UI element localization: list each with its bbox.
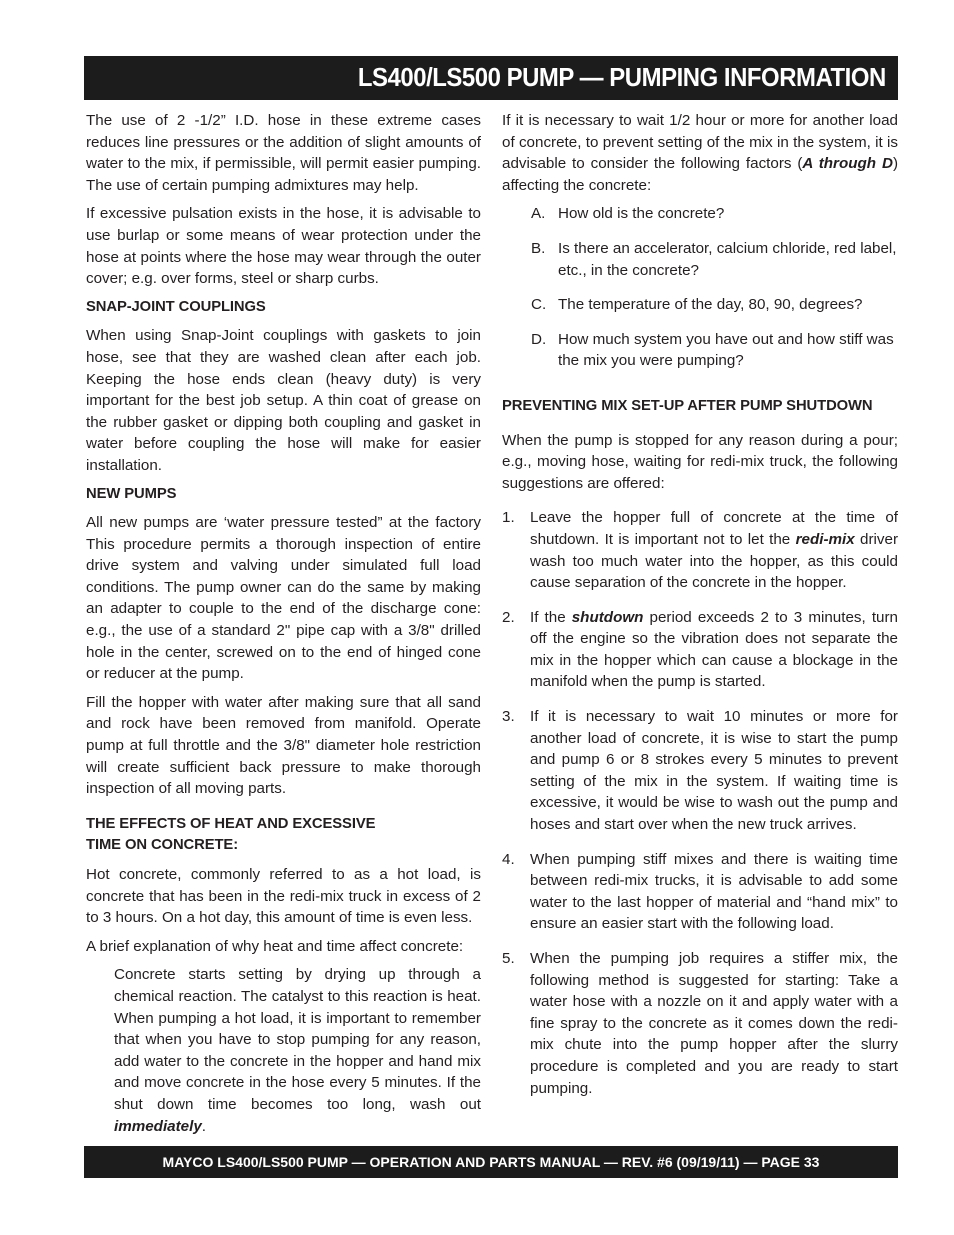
factor-item — [502, 203, 898, 225]
factor-item — [502, 329, 898, 372]
shutdown-step — [502, 607, 898, 693]
heat-effects-heading-line2: TIME ON CONCRETE: — [86, 837, 239, 854]
hose-size-paragraph: The use of 2 -1/2” I.D. hose in these extreme cases reduces line pressures or the addition of slight amounts of water to the mix, if permissible, will permit easier pumping. The use of certain pumping admixtures may help. — [86, 112, 481, 194]
factor-text: The temperature of the day, 80, 90, degrees? — [558, 296, 863, 314]
step-text: When pumping stiff mixes and there is waiting time between redi-mix trucks, it is advisable to add some water to the last hopper of material and “hand mix” to ensure an easier start with the following load. — [530, 850, 898, 933]
right-column — [502, 110, 898, 1112]
step-text-part: If the — [530, 608, 572, 626]
page-header-bar — [84, 56, 898, 100]
step-number: 3. — [502, 708, 515, 726]
new-pumps-heading: NEW PUMPS — [86, 485, 177, 502]
wait-factors-paragraph — [502, 110, 898, 196]
factor-label: A. — [531, 205, 546, 223]
snap-joint-heading: SNAP-JOINT COUPLINGS — [86, 298, 266, 315]
setting-explanation-text: Concrete starts setting by drying up through a chemical reaction. The catalyst to this reaction is heat. When pumping a hot load, it is important to remember that when you have to stop pumping for any reason, add water to the concrete in the hopper and hand mix and move concrete in the hose every 5 minutes. If the shut down time becomes too long, wash out — [114, 966, 481, 1113]
factor-text: Is there an accelerator, calcium chloride, red label, etc., in the concrete? — [558, 239, 897, 279]
emphasis-shutdown: shutdown — [571, 608, 644, 626]
page-title: LS400/LS500 PUMP — PUMPING INFORMATION — [358, 62, 886, 92]
footer-text: MAYCO LS400/LS500 PUMP — OPERATION AND PARTS MANUAL — REV. #6 (09/19/11) — PAGE 33 — [162, 1154, 820, 1170]
step-text-part: Leave the hopper full of concrete at the time of shutdown. It is important not to let the — [530, 509, 898, 548]
wait-factors-text: If it is necessary to wait 1/2 hour or more for another load of concrete, to prevent setting of the mix in the system, it is advisable to consider the following factors ( — [502, 112, 898, 173]
step-number: 4. — [502, 850, 515, 868]
factor-text: How much system you have out and how stiff was the mix you were pumping? — [558, 330, 894, 370]
factor-item — [502, 238, 898, 281]
page-footer-bar — [84, 1146, 898, 1178]
step-text-part: driver wash too much water into the hopper, as this could cause separation of the concrete in the hopper. — [530, 530, 899, 592]
setting-explanation-end: . — [201, 1117, 207, 1135]
step-text-part: period exceeds 2 to 3 minutes, turn off the engine so the vibration does not separate the mix in the hopper which can cause a blockage in the manifold when the pump is started. — [530, 608, 898, 691]
factor-item — [502, 294, 898, 316]
factor-label: D. — [531, 330, 547, 348]
emphasis-a-through-d: A through D — [802, 155, 893, 173]
shutdown-step — [502, 849, 898, 935]
step-text — [530, 607, 898, 693]
snap-joint-paragraph: When using Snap-Joint couplings with gaskets to join hose, see that they are washed clean after each job. Keeping the hose ends clean (heavy duty) is very important for the best job setup. A thin coat of grease on the rubber gasket or dipping both coupling and gasket in water before coupling the hose will make for easier installation. — [86, 327, 481, 474]
setting-explanation-paragraph — [114, 964, 481, 1137]
step-text — [530, 507, 898, 593]
pulsation-paragraph: If excessive pulsation exists in the hose, it is advisable to use burlap or some means of wear protection under the hose at points where the hose may wear through the outer cover; e.g. over forms, steel or sharp curbs. — [86, 205, 481, 288]
step-number: 5. — [502, 950, 515, 967]
factor-text: How old is the concrete? — [558, 205, 725, 223]
shutdown-step — [502, 706, 898, 836]
step-number: 2. — [502, 608, 515, 626]
factor-label: B. — [531, 239, 546, 257]
explanation-intro: A brief explanation of why heat and time affect concrete: — [86, 937, 464, 955]
fill-hopper-paragraph: Fill the hopper with water after making sure that all sand and rock have been removed from manifold. Operate pump at full throttle and the 3/8" diameter hole restriction will create sufficient back pressure to make thorough inspection of all moving parts. — [86, 693, 481, 798]
new-pumps-paragraph: All new pumps are ‘water pressure tested” at the factory This procedure permits a thorough inspection of entire drive system and valving under simulated full load conditions. The pump owner can do the same by making an adapter to couple to the end of the discharge cone: e.g., the use of a standard 2" pipe cap with a 3/8" drilled hole in the center, screwed on to the end of hinged cone or reducer at the pump. — [86, 514, 481, 683]
step-number: 1. — [502, 509, 515, 527]
preventing-setup-heading: PREVENTING MIX SET-UP AFTER PUMP SHUTDOWN — [502, 397, 873, 414]
shutdown-step — [502, 948, 898, 1099]
shutdown-step — [502, 507, 898, 593]
hot-load-paragraph: Hot concrete, commonly referred to as a hot load, is concrete that has been in the redi-mix truck in excess of 2 to 3 hours. On a hot day, this amount of time is even less. — [86, 866, 481, 927]
emphasis-redi-mix: redi-mix — [795, 530, 855, 548]
step-text: If it is necessary to wait 10 minutes or more for another load of concrete, it is wise to start the pump and pump 6 or 8 strokes every 5 minutes to prevent setting of the mix in the system. If waiting time is excessive, it would be wise to wash out the pump and hoses and start over when the new truck arrives. — [530, 708, 898, 834]
wait-factors-end: ) affecting the concrete: — [502, 155, 898, 194]
step-text: When the pumping job requires a stiffer mix, the following method is suggested for starting: Take a water hose with a nozzle on it and apply water with a fine spray to the concrete as it comes down the redi-mix chute into the pump hopper after the slurry procedure is completed and you are ready to start pumping. — [530, 950, 898, 1097]
factor-label: C. — [531, 296, 547, 314]
emphasis-immediately: immediately — [114, 1117, 202, 1135]
heat-effects-heading-line1: THE EFFECTS OF HEAT AND EXCESSIVE — [86, 815, 376, 832]
left-column — [86, 110, 481, 1144]
shutdown-suggestions-intro: When the pump is stopped for any reason during a pour; e.g., moving hose, waiting for redi-mix truck, the following suggestions are offered: — [502, 431, 898, 492]
